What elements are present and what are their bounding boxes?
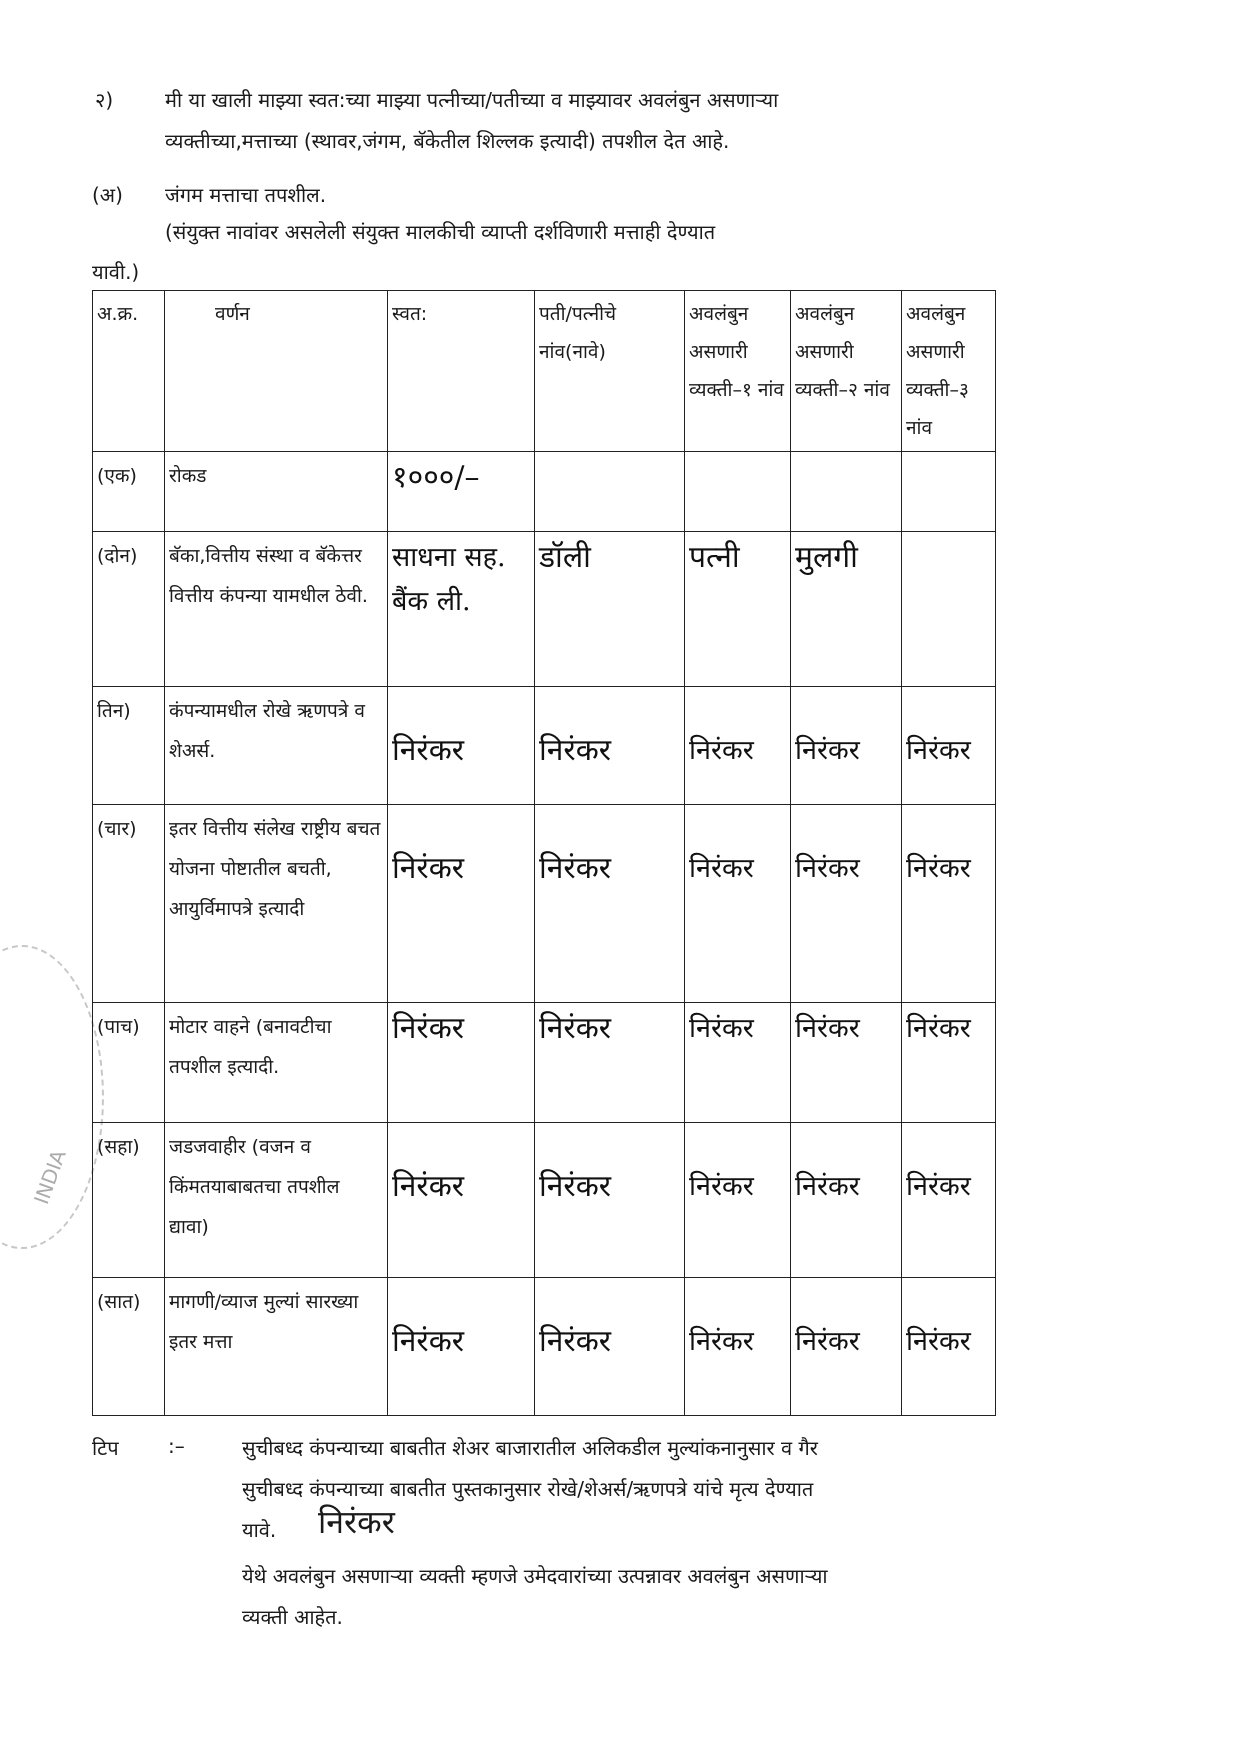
handwritten-dependent-1: निरंकर xyxy=(689,1171,754,1202)
handwritten-spouse: निरंकर xyxy=(539,1011,611,1046)
handwritten-dependent-3: निरंकर xyxy=(906,735,971,766)
row-serial: (एक) xyxy=(93,452,165,532)
footnote-line-2: सुचीबध्द कंपन्याच्या बाबतीत पुस्तकानुसार रोखे/शेअर्स/ऋणपत्रे यांचे मृत्य देण्यात xyxy=(242,1477,814,1501)
table-header-row xyxy=(93,291,996,452)
footnote-label: टिप xyxy=(92,1436,119,1460)
handwritten-dependent-3: निरंकर xyxy=(906,1013,971,1044)
table-row xyxy=(93,532,996,687)
handwritten-dependent-3: निरंकर xyxy=(906,853,971,884)
footnote-line-1: सुचीबध्द कंपन्याच्या बाबतीत शेअर बाजारातील अलिकडील मुल्यांकनानुसार व गैर xyxy=(242,1436,818,1460)
handwritten-dependent-1: निरंकर xyxy=(689,1013,754,1044)
row-description: रोकड xyxy=(165,452,388,532)
intro-number: २) xyxy=(95,88,114,112)
movable-assets-table xyxy=(92,290,996,1416)
row-description: कंपन्यामधील रोखे ऋणपत्रे व शेअर्स. xyxy=(165,687,388,805)
handwritten-dependent-3: निरंकर xyxy=(906,1171,971,1202)
handwritten-dependent-2: निरंकर xyxy=(795,1013,860,1044)
handwritten-self: साधना सह. बैंक ली. xyxy=(392,542,506,617)
table-row xyxy=(93,1123,996,1278)
handwritten-spouse: निरंकर xyxy=(539,1169,611,1204)
intro-line-2: व्यक्तीच्या,मत्ताच्या (स्थावर,जंगम, बॅकेतील शिल्लक इत्यादी) तपशील देत आहे. xyxy=(165,129,730,153)
row-description: बॅका,वित्तीय संस्था व बॅकेत्तर वित्तीय कंपन्या यामधील ठेवी. xyxy=(165,532,388,687)
handwritten-self: निरंकर xyxy=(392,851,464,886)
section-note-line-1: (संयुक्त नावांवर असलेली संयुक्त मालकीची व्याप्ती दर्शविणारी मत्ताही देण्यात xyxy=(165,220,716,244)
header-dependent-2: अवलंबुन असणारी व्यक्ती–२ नांव xyxy=(791,291,902,452)
handwritten-dependent-1: पत्नी xyxy=(689,540,740,575)
table-row xyxy=(93,687,996,805)
row-serial: (सहा) xyxy=(93,1123,165,1278)
handwritten-self: निरंकर xyxy=(392,1169,464,1204)
section-note-line-2: यावी.) xyxy=(92,260,140,284)
footnote-handwritten: निरंकर xyxy=(318,1503,395,1541)
header-description: वर्णन xyxy=(165,291,388,452)
handwritten-self: निरंकर xyxy=(392,733,464,768)
handwritten-dependent-1: निरंकर xyxy=(689,1326,754,1357)
handwritten-dependent-1: निरंकर xyxy=(689,735,754,766)
handwritten-dependent-2: निरंकर xyxy=(795,853,860,884)
table-row xyxy=(93,1003,996,1123)
header-serial: अ.क्र. xyxy=(93,291,165,452)
row-serial: (पाच) xyxy=(93,1003,165,1123)
handwritten-spouse: निरंकर xyxy=(539,1324,611,1359)
handwritten-self: निरंकर xyxy=(392,1324,464,1359)
footnote-line-3: यावे. xyxy=(242,1518,277,1542)
handwritten-dependent-1: निरंकर xyxy=(689,853,754,884)
handwritten-self: निरंकर xyxy=(392,1011,464,1046)
row-description: इतर वित्तीय संलेख राष्ट्रीय बचत योजना पोष्टातील बचती, आयुर्विमापत्रे इत्यादी xyxy=(165,805,388,1003)
row-description: मोटार वाहने (बनावटीचा तपशील इत्यादी. xyxy=(165,1003,388,1123)
header-self: स्वत: xyxy=(388,291,535,452)
section-marker: (अ) xyxy=(92,183,123,207)
handwritten-self: १०००/– xyxy=(392,460,480,495)
handwritten-spouse: निरंकर xyxy=(539,733,611,768)
table-row xyxy=(93,805,996,1003)
table-row xyxy=(93,452,996,532)
section-title: जंगम मत्ताचा तपशील. xyxy=(165,183,327,207)
handwritten-spouse: निरंकर xyxy=(539,851,611,886)
handwritten-dependent-2: निरंकर xyxy=(795,735,860,766)
handwritten-dependent-2: निरंकर xyxy=(795,1326,860,1357)
footnote-line-5: व्यक्ती आहेत. xyxy=(242,1605,343,1629)
header-dependent-3: अवलंबुन असणारी व्यक्ती–३ नांव xyxy=(902,291,996,452)
seal-text: INDIA xyxy=(29,1146,71,1208)
row-description: मागणी/व्याज मुल्यां सारख्या इतर मत्ता xyxy=(165,1278,388,1416)
handwritten-spouse: डॉली xyxy=(539,540,591,575)
header-spouse: पती/पत्नीचे नांव(नावे) xyxy=(535,291,685,452)
row-description: जडजवाहीर (वजन व किंमतयाबाबतचा तपशील द्यावा) xyxy=(165,1123,388,1278)
handwritten-dependent-2: निरंकर xyxy=(795,1171,860,1202)
handwritten-dependent-2: मुलगी xyxy=(795,540,858,575)
row-serial: (चार) xyxy=(93,805,165,1003)
footnote-line-4: येथे अवलंबुन असणाऱ्या व्यक्ती म्हणजे उमेदवारांच्या उत्पन्नावर अवलंबुन असणाऱ्या xyxy=(242,1564,828,1588)
row-serial: (दोन) xyxy=(93,532,165,687)
row-serial: तिन) xyxy=(93,687,165,805)
header-dependent-1: अवलंबुन असणारी व्यक्ती–१ नांव xyxy=(685,291,791,452)
footnote-dash: :– xyxy=(168,1434,185,1458)
row-serial: (सात) xyxy=(93,1278,165,1416)
intro-line-1: मी या खाली माझ्या स्वत:च्या माझ्या पत्नीच्या/पतीच्या व माझ्यावर अवलंबुन असणाऱ्या xyxy=(165,88,779,112)
handwritten-dependent-3: निरंकर xyxy=(906,1326,971,1357)
table-row xyxy=(93,1278,996,1416)
